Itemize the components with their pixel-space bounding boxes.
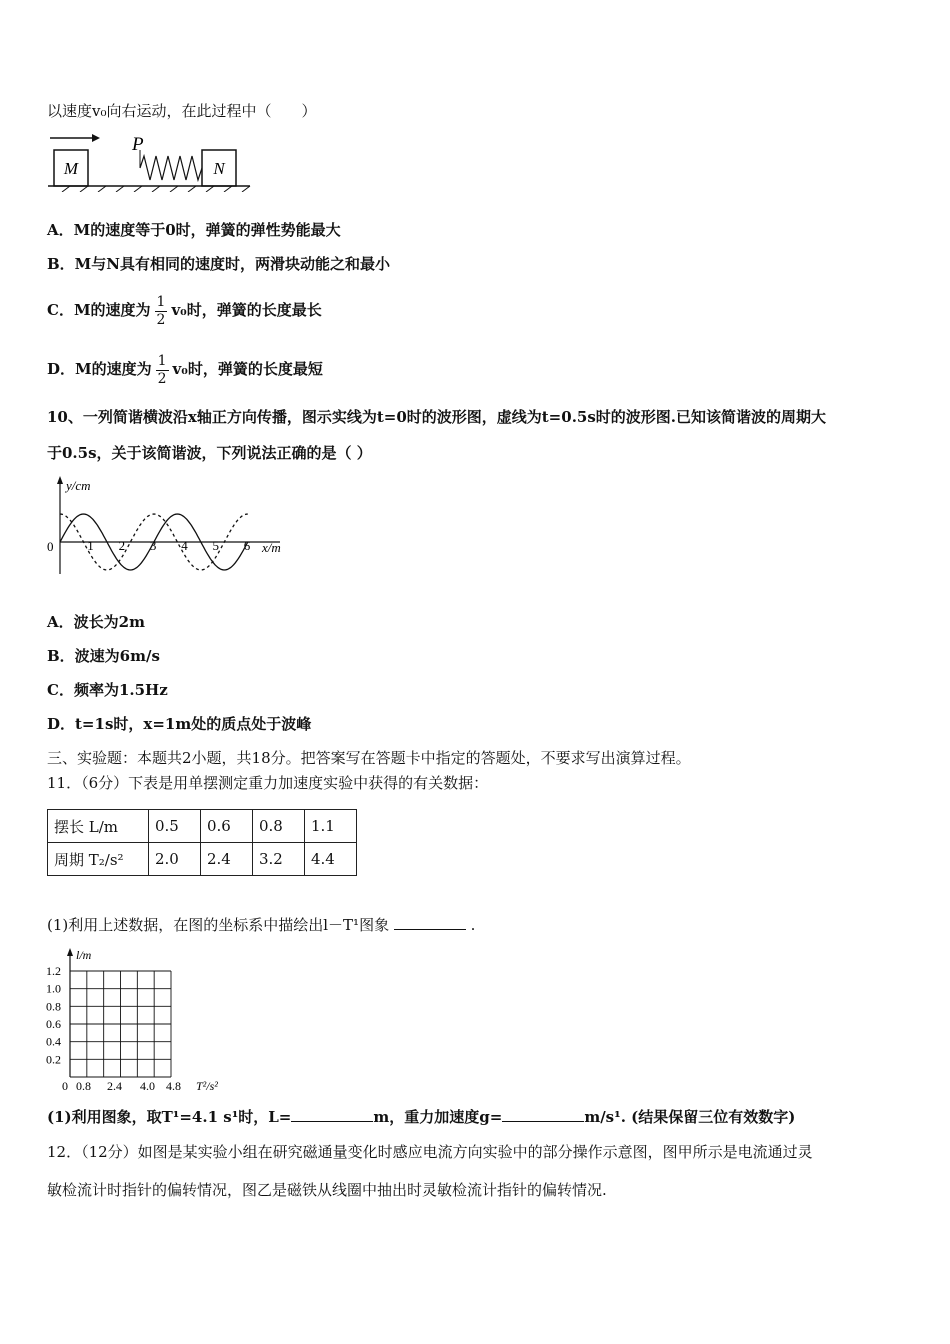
label-m: M [63,159,79,178]
x-tick-label: 1 [87,538,94,553]
grid-y-tick: 0.4 [46,1034,61,1049]
section-3-heading: 三、实验题：本题共2小题，共18分。把答案写在答题卡中指定的答题处，不要求写出演算过程。 [47,749,691,767]
q10-option-a: A．波长为2m [47,613,145,631]
table-header-length: 摆长 L/m [48,810,149,843]
pendulum-data-table [47,809,357,876]
q9-option-b: B．M与N具有相同的速度时，两滑块动能之和最小 [47,255,390,273]
grid-y-tick: 1.0 [46,981,61,996]
grid-y-tick: 0.8 [46,999,61,1014]
grid-x-label: T²/s² [196,1079,218,1093]
x-tick-label: 2 [118,538,126,553]
grid-y-tick: 0.2 [46,1052,61,1067]
q10-option-c: C．频率为1.5Hz [47,681,168,699]
grid-x-tick: 0 [62,1079,68,1093]
grid-x-tick: 2.4 [107,1079,122,1093]
x-tick-label: 4 [181,538,188,553]
q12-line1: 12．（12分）如图是某实验小组在研究磁通量变化时感应电流方向实验中的部分操作示意图，图甲所示是电流通过灵 [47,1143,813,1161]
q9-intro: 以速度v₀向右运动，在此过程中（ ） [47,102,317,120]
table-row: 周期 T₂/s² 2.0 2.4 3.2 4.4 [48,843,357,876]
q9-option-a: A．M的速度等于0时，弹簧的弹性势能最大 [47,221,341,239]
origin-label: 0 [47,539,54,554]
q11-stem: 11．（6分）下表是用单摆测定重力加速度实验中获得的有关数据： [47,774,489,792]
grid-x-tick: 4.8 [166,1079,181,1093]
grid-y-tick: 1.2 [46,964,61,978]
q10-option-b: B．波速为6m/s [47,647,160,665]
q9-option-d: D．M的速度为 $\frac{1}{2}$ v₀时，弹簧的长度最短 [47,352,323,387]
x-axis-label: x/m [262,540,281,555]
grid-x-tick: 4.0 [140,1079,155,1093]
q11-part2: (1)利用图象，取T¹=4.1 s¹时，L= m，重力加速度g= m/s¹. (结果保留三位有效数字) [47,1108,796,1126]
answer-blank-gravity[interactable] [502,1107,584,1122]
l-t2-grid [44,944,244,1094]
table-row: 摆长 L/m 0.5 0.6 0.8 1.1 [48,810,357,843]
wave-graph [44,474,294,582]
q10-stem-line2: 于0.5s，关于该简谐波，下列说法正确的是（ ） [47,444,372,462]
y-axis-label: y/cm [66,478,91,493]
spring [140,156,202,180]
x-tick-label: 3 [149,538,157,553]
q9-option-c: C．M的速度为 $\frac{1}{2}$ v₀时，弹簧的长度最长 [47,293,322,328]
answer-blank-length[interactable] [291,1107,373,1122]
answer-blank-graph[interactable] [394,915,466,930]
grid-y-tick: 0.6 [46,1017,61,1031]
grid-x-tick: 0.8 [76,1079,91,1093]
label-p: P [132,134,144,155]
label-n: N [213,159,225,178]
x-tick-label: 5 [212,538,219,553]
grid-y-label: l/m [76,948,92,962]
q11-part1: (1)利用上述数据，在图的坐标系中描绘出l－T¹图象 . [47,916,476,934]
spring-block-figure [44,130,259,192]
x-tick-label: 6 [243,538,251,553]
q10-option-d: D．t=1s时，x=1m处的质点处于波峰 [47,715,312,733]
q10-stem-line1: 10、一列简谐横波沿x轴正方向传播，图示实线为t=0时的波形图，虚线为t=0.5s时的波形图.已知该简谐波的周期大 [47,408,827,426]
table-header-period: 周期 T₂/s² [48,843,149,876]
q12-line2: 敏检流计时指针的偏转情况，图乙是磁铁从线圈中抽出时灵敏检流计指针的偏转情况. [47,1181,607,1199]
